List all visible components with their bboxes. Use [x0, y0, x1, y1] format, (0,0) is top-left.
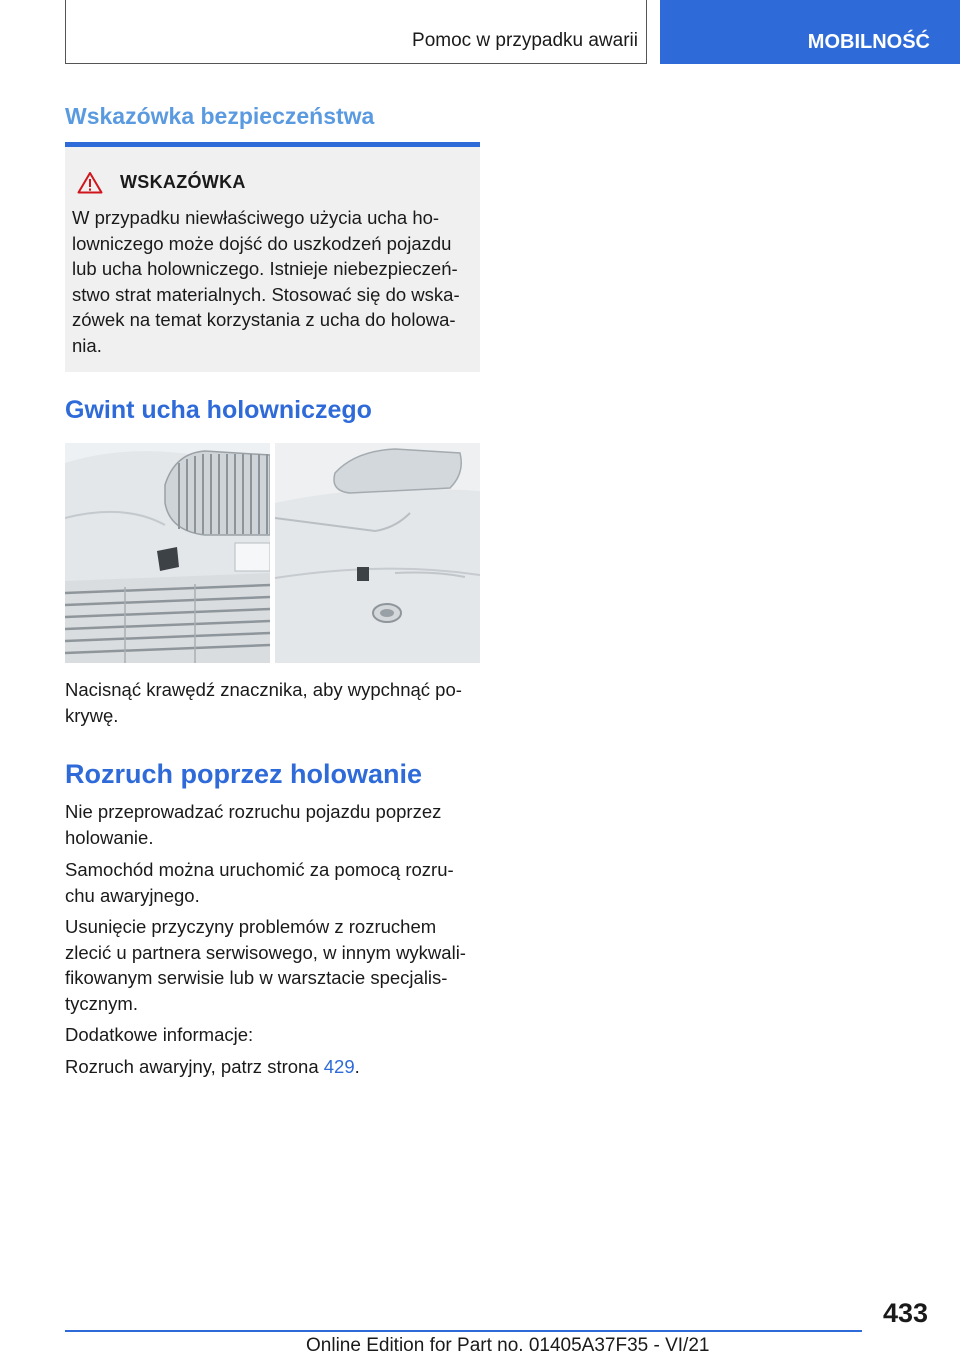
tow-start-paragraph-2: Samochód można uruchomić za pomocą rozru- chu awaryjnego.: [65, 859, 454, 906]
warning-title: WSKAZÓWKA: [120, 172, 246, 192]
header-chapter-tab[interactable]: MOBILNOŚĆ: [660, 0, 960, 64]
header-section-title: Pomoc w przypadku awarii: [412, 30, 638, 51]
tow-start-heading: Rozruch poprzez holowanie: [65, 759, 423, 789]
page-number: 433: [882, 1298, 928, 1328]
thread-heading: Gwint ucha holowniczego: [65, 396, 372, 424]
tow-start-paragraph-4: Dodatkowe informacje:: [65, 1024, 254, 1045]
warning-box: [65, 142, 480, 372]
thread-caption: Nacisnąć krawędź znacznika, aby wypchnąć po- krywę.: [65, 679, 462, 726]
warning-header: [77, 171, 246, 194]
warning-text: W przypadku niewłaściwego użycia ucha ho- lowniczego może dojść do uszkodzeń pojazdu lub ucha holowniczego. Istnieje niebezpieczeń- stwo strat materialnych. Stosować się do wska- zówek na temat korzystania z ucha do holowa- nia.: [72, 207, 460, 356]
safety-heading: Wskazówka bezpieczeństwa: [65, 103, 375, 129]
tow-start-paragraph-5: [65, 1054, 480, 1080]
footer-edition: Online Edition for Part no. 01405A37F35 - VI/21: [306, 1335, 710, 1356]
tow-eye-cover-illustration: [65, 443, 480, 663]
warning-triangle-icon: [77, 171, 103, 194]
tow-start-paragraph-1: Nie przeprowadzać rozruchu pojazdu poprzez holowanie.: [65, 801, 442, 848]
page-link-429[interactable]: 429: [323, 1056, 355, 1077]
tow-start-paragraph-3: Usunięcie przyczyny problemów z rozruchem zlecić u partnera serwisowego, w innym wykwali- fikowanym serwisie lub w warsztacie specjalis- tycznym.: [65, 916, 466, 1014]
cross-reference-period: .: [354, 1056, 360, 1077]
footer-divider: [65, 1330, 862, 1332]
cross-reference-text: Rozruch awaryjny, patrz strona: [65, 1056, 324, 1077]
